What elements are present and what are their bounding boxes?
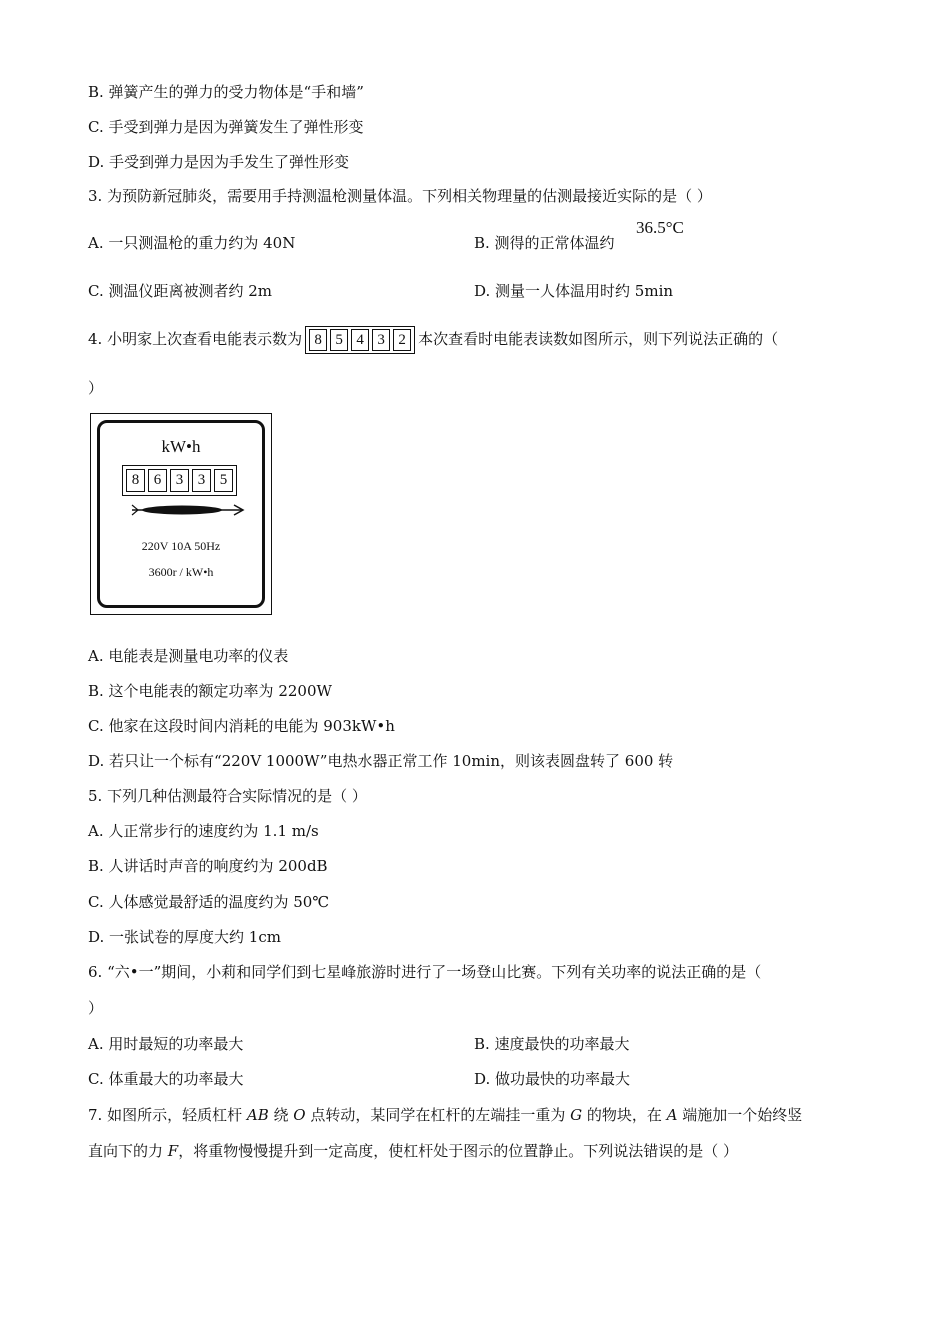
q5-option-d: D. 一张试卷的厚度大约 1cm <box>88 928 281 946</box>
q7-variable: G <box>570 1106 583 1124</box>
q2-option-c: C. 手受到弹力是因为弹簧发生了弹性形变 <box>88 118 364 136</box>
q4-stem <box>88 326 778 354</box>
previous-digit: 2 <box>393 329 411 351</box>
q5-option-a: A. 人正常步行的速度约为 1.1 m/s <box>88 822 319 840</box>
q6-option-c: C. 体重最大的功率最大 <box>88 1070 244 1088</box>
meter-face <box>97 420 265 608</box>
q4-option-c: C. 他家在这段时间内消耗的电能为 903kW•h <box>88 717 395 735</box>
q6-option-b: B. 速度最快的功率最大 <box>474 1035 630 1053</box>
q3-option-d: D. 测量一人体温用时约 5min <box>474 282 674 300</box>
q3-stem: 3. 为预防新冠肺炎，需要用手持测温枪测量体温。下列相关物理量的估测最接近实际的是（ ） <box>88 187 712 205</box>
meter-spec-rating: 220V 10A 50Hz <box>141 539 221 553</box>
q7-text: ，将重物慢慢提升到一定高度，使杠杆处于图示的位置静止。下列说法错误的是（ ） <box>178 1142 738 1160</box>
meter-digit: 8 <box>126 469 145 492</box>
q2-option-d: D. 手受到弹力是因为手发生了弹性形变 <box>88 153 350 171</box>
meter-digit: 5 <box>214 469 233 492</box>
q6-stem: 6. “六•一”期间，小莉和同学们到七星峰旅游时进行了一场登山比赛。下列有关功率的说法正确的是（ <box>88 963 762 981</box>
electricity-meter-figure <box>90 413 272 615</box>
q7-variable: F <box>167 1142 179 1160</box>
q6-option-a: A. 用时最短的功率最大 <box>88 1035 244 1053</box>
q7-variable: AB <box>246 1106 269 1124</box>
meter-spec-revolutions: 3600r / kW•h <box>148 565 214 579</box>
q3-option-a: A. 一只测温枪的重力约为 40N <box>88 234 296 252</box>
meter-current-reading <box>122 465 237 496</box>
q7-stem-line2 <box>88 1141 738 1161</box>
q7-text: 绕 <box>268 1106 294 1124</box>
q7-variable: A <box>666 1106 678 1124</box>
q3-option-b: B. 测得的正常体温约 <box>474 234 615 252</box>
q4-option-a: A. 电能表是测量电功率的仪表 <box>88 647 289 665</box>
meter-digit: 3 <box>192 469 211 492</box>
q4-stem-after: 本次查看时电能表读数如图所示，则下列说法正确的（ <box>418 330 779 348</box>
q4-stem-continued: ） <box>88 379 104 397</box>
q7-stem-line1 <box>88 1105 802 1125</box>
q2-option-b: B. 弹簧产生的弹力的受力物体是“手和墙” <box>88 83 364 101</box>
q7-text: 端施加一个始终竖 <box>677 1106 803 1124</box>
previous-meter-reading <box>305 326 415 354</box>
previous-digit: 8 <box>309 329 327 351</box>
q5-option-c: C. 人体感觉最舒适的温度约为 50℃ <box>88 893 330 911</box>
q3-option-c: C. 测温仪距离被测者约 2m <box>88 282 273 300</box>
q7-text: 7. 如图所示，轻质杠杆 <box>88 1106 247 1124</box>
meter-digit: 3 <box>170 469 189 492</box>
rotating-disc-arrow-icon <box>130 503 248 517</box>
q7-text: 的物块，在 <box>582 1106 667 1124</box>
previous-digit: 3 <box>372 329 390 351</box>
q6-option-d: D. 做功最快的功率最大 <box>474 1070 631 1088</box>
q3-temperature-value: 36.5°C <box>636 218 684 237</box>
q7-text: 直向下的力 <box>88 1142 168 1160</box>
q4-stem-before: 4. 小明家上次查看电能表示数为 <box>88 330 303 348</box>
previous-digit: 5 <box>330 329 348 351</box>
q5-option-b: B. 人讲话时声音的响度约为 200dB <box>88 857 328 875</box>
q4-option-d: D. 若只让一个标有“220V 1000W”电热水器正常工作 10min，则该表圆盘转了 600 转 <box>88 752 674 770</box>
q7-text: 点转动，某同学在杠杆的左端挂一重为 <box>305 1106 571 1124</box>
q4-option-b: B. 这个电能表的额定功率为 2200W <box>88 682 332 700</box>
q6-stem-continued: ） <box>88 999 104 1017</box>
q7-variable: O <box>293 1106 306 1124</box>
meter-unit-label: kW•h <box>161 437 201 456</box>
meter-digit: 6 <box>148 469 167 492</box>
q5-stem: 5. 下列几种估测最符合实际情况的是（ ） <box>88 787 367 805</box>
previous-digit: 4 <box>351 329 369 351</box>
